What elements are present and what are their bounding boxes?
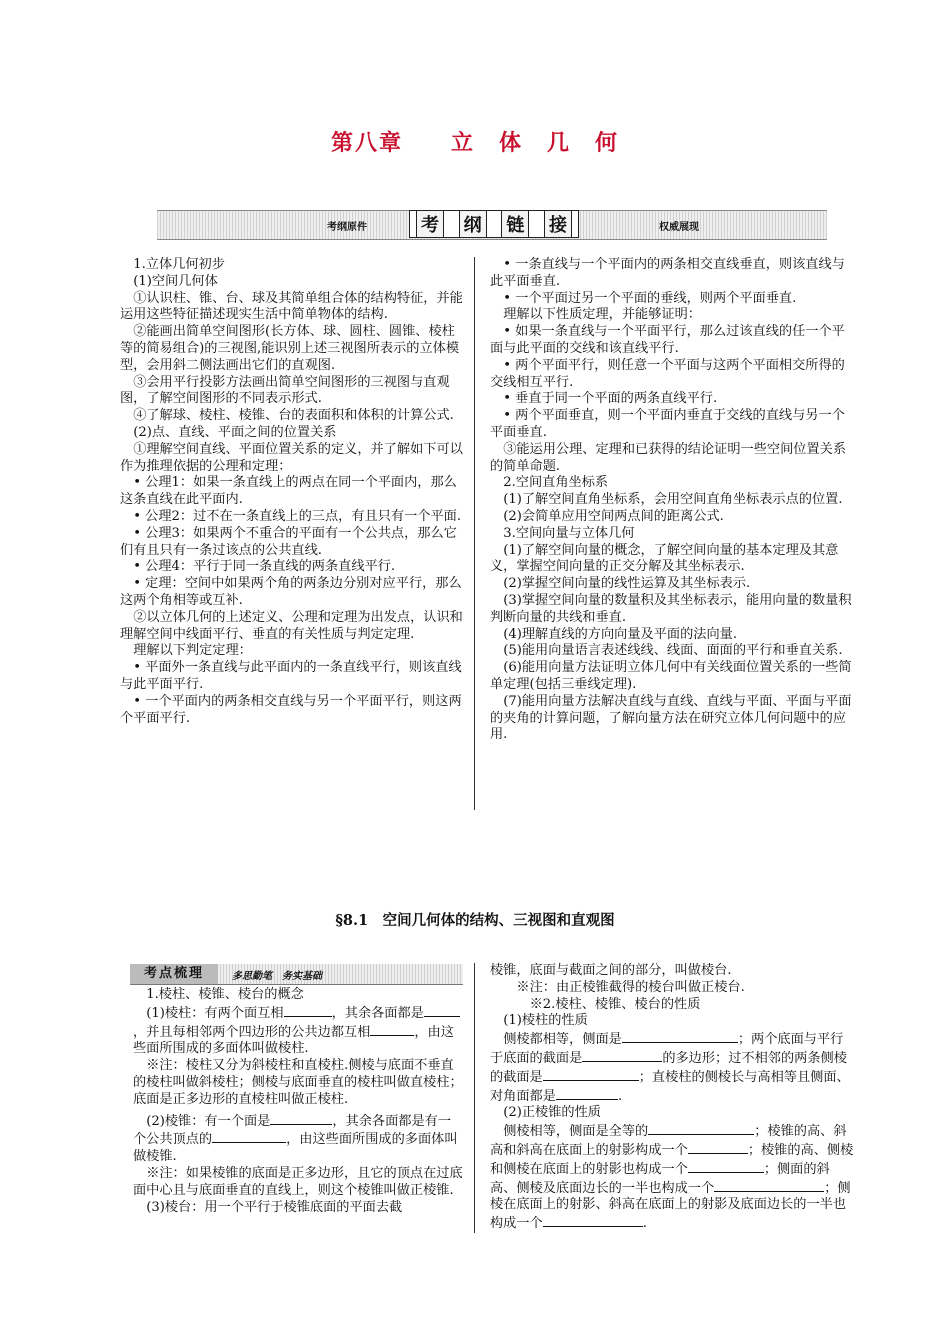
syllabus-line: • 一个平面内的两条相交直线与另一个平面平行，则这两个平面平行. <box>120 693 462 726</box>
fill-blank[interactable] <box>370 1023 414 1036</box>
prism-note: ※注：棱柱又分为斜棱柱和直棱柱.侧棱与底面不垂直的棱柱叫做斜棱柱；侧棱与底面垂直的棱柱叫做直棱柱；底面是正多边形的直棱柱叫做正棱柱. <box>133 1058 463 1107</box>
syllabus-line: (1)了解空间直角坐标系，会用空间直角坐标表示点的位置. <box>503 492 843 508</box>
heading-2: ※2.棱柱、棱锥、棱台的性质 <box>529 996 701 1012</box>
column-divider <box>474 257 475 810</box>
fill-blank[interactable] <box>543 1068 639 1081</box>
banner-char: 链 <box>501 210 529 238</box>
syllabus-line: (2)掌握空间向量的线性运算及其坐标表示. <box>503 576 751 592</box>
banner-right-label: 权威展现 <box>659 222 699 233</box>
kaodian-label: 考点梳理 <box>130 964 218 984</box>
fill-blank[interactable] <box>543 1214 643 1227</box>
syllabus-line: (3)掌握空间向量的数量积及其坐标表示，能用向量的数量积判断向量的共线和垂直. <box>490 592 852 625</box>
fill-blank[interactable] <box>556 1087 618 1100</box>
fill-blank[interactable] <box>688 1141 748 1154</box>
banner-center <box>409 210 579 238</box>
syllabus-banner <box>157 210 827 240</box>
banner-char: 纲 <box>459 210 487 238</box>
syllabus-line: 理解以下判定定理： <box>133 643 252 659</box>
syllabus-line: (1)空间几何体 <box>133 273 218 289</box>
prism-definition: (1)棱柱：有两个面互相 ，其余各面都是，并且每相邻两个四边形的公共边都互相 ，由这些面所围成的多面体叫做棱柱. <box>133 1004 463 1058</box>
syllabus-line: • 平面外一条直线与此平面内的一条直线平行，则该直线与此平面平行. <box>120 660 462 692</box>
section-title: §8.1 空间几何体的结构、三视图和直观图 <box>335 912 615 929</box>
syllabus-line: 2.空间直角坐标系 <box>503 475 609 491</box>
syllabus-line: • 定理：空间中如果两个角的两条边分别对应平行，那么这两个角相等或互补. <box>120 576 462 608</box>
frustum-definition-cont: 棱锥，底面与截面之间的部分，叫做棱台. <box>490 963 732 978</box>
syllabus-line: 理解以下性质定理，并能够证明： <box>503 307 701 323</box>
syllabus-line: (4)理解直线的方向向量及平面的法向量. <box>503 626 738 642</box>
fill-blank[interactable] <box>270 1112 332 1125</box>
frustum-definition: (3)棱台：用一个平行于棱锥底面的平面去截 <box>146 1199 403 1215</box>
syllabus-line: ①理解空间直线、平面位置关系的定义，并了解如下可以作为推理依据的公理和定理： <box>120 441 463 474</box>
syllabus-line: ②能画出简单空间图形(长方体、球、圆柱、圆锥、棱柱等的简易组合)的三视图,能识别上述三视图所表示的立体模型，会用斜二侧法画出它们的直观图. <box>120 324 460 373</box>
prism-properties: 侧棱都相等，侧面是 ；两个底面与平行于底面的截面是 的多边形；过不相邻的两条侧棱的截面是 ；直棱柱的侧棱长与高相等且侧面、对角面都是 . <box>490 1032 850 1104</box>
syllabus-line: • 公理2：过不在一条直线上的三点，有且只有一个平面. <box>133 508 462 524</box>
kaodian-subtitle: 多思勤笔 务实基础 <box>232 971 322 982</box>
pyramid-note: ※注：如果棱锥的底面是正多边形，且它的顶点在过底面中心且与底面垂直的直线上，则这个棱锥叫做正棱锥. <box>133 1165 463 1198</box>
syllabus-line: ③会用平行投影方法画出简单空间图形的三视图与直观图，了解空间图形的不同表示形式. <box>120 374 450 407</box>
syllabus-line: • 公理4：平行于同一条直线的两条直线平行. <box>133 559 396 575</box>
syllabus-line: • 垂直于同一个平面的两条直线平行. <box>503 391 718 407</box>
syllabus-line: • 公理3：如果两个不重合的平面有一个公共点，那么它们有且只有一条过该点的公共直线. <box>120 525 457 558</box>
syllabus-line: • 一条直线与一个平面内的两条相交直线垂直，则该直线与此平面垂直. <box>490 257 845 289</box>
pyramid-properties-heading: (2)正棱锥的性质 <box>503 1105 601 1121</box>
kaodian-bar <box>130 964 463 985</box>
fill-blank[interactable] <box>582 1049 662 1062</box>
syllabus-line: (1)了解空间向量的概念，了解空间向量的基本定理及其意义，掌握空间向量的正交分解及其坐标表示. <box>490 542 839 575</box>
chapter-title: 第八章 立 体 几 何 <box>330 130 619 156</box>
fill-blank[interactable] <box>622 1030 738 1043</box>
syllabus-line: • 如果一条直线与一个平面平行，那么过该直线的任一个平面与此平面的交线和该直线平行. <box>490 324 845 356</box>
fill-blank[interactable] <box>212 1130 286 1143</box>
syllabus-line: ②以立体几何的上述定义、公理和定理为出发点，认识和理解空间中线面平行、垂直的有关性质与判定定理. <box>120 609 463 642</box>
syllabus-line: ①认识柱、锥、台、球及其简单组合体的结构特征，并能运用这些特征描述现实生活中简单物体的结构. <box>120 290 463 323</box>
syllabus-line: ③能运用公理、定理和已获得的结论证明一些空间位置关系的简单命题. <box>490 441 847 474</box>
syllabus-line: 3.空间向量与立体几何 <box>503 525 635 541</box>
syllabus-line: ④了解球、棱柱、棱锥、台的表面积和体积的计算公式. <box>133 408 454 424</box>
syllabus-line: • 一个平面过另一个平面的垂线，则两个平面垂直. <box>503 290 797 306</box>
banner-char: 接 <box>544 210 572 238</box>
concept-column-left <box>133 987 463 1216</box>
pyramid-properties: 侧棱相等，侧面是全等的 ；棱锥的高、斜高和斜高在底面上的射影构成一个 ；棱锥的高、侧棱和侧棱在底面上的射影也构成一个 ；侧面的斜高、侧棱及底面边长的一半也构成一个 ；侧棱在底面上的射影、斜高在底面上的射影及底面边长的一半也构成一个 . <box>490 1124 854 1232</box>
fill-blank[interactable] <box>284 1004 332 1017</box>
column-divider <box>474 963 475 1233</box>
syllabus-column-left <box>120 257 463 727</box>
heading-1: 1.棱柱、棱锥、棱台的概念 <box>146 987 304 1002</box>
prism-properties-heading: (1)棱柱的性质 <box>503 1013 588 1029</box>
fill-blank[interactable] <box>424 1004 460 1017</box>
fill-blank[interactable] <box>714 1179 824 1192</box>
syllabus-line: (7)能用向量方法解决直线与直线、直线与平面、平面与平面的夹角的计算问题，了解向量方法在研究立体几何问题中的应用. <box>490 693 852 743</box>
concept-column-right <box>490 963 854 1233</box>
fill-blank[interactable] <box>688 1160 764 1173</box>
syllabus-line: (6)能用向量方法证明立体几何中有关线面位置关系的一些简单定理(包括三垂线定理). <box>490 660 852 692</box>
syllabus-line: (2)点、直线、平面之间的位置关系 <box>133 424 337 440</box>
syllabus-line: • 公理1：如果一条直线上的两点在同一个平面内，那么这条直线在此平面内. <box>120 475 457 508</box>
banner-char: 考 <box>416 210 444 238</box>
syllabus-line: • 两个平面垂直，则一个平面内垂直于交线的直线与另一个平面垂直. <box>490 408 845 440</box>
syllabus-line: 1.立体几何初步 <box>133 257 225 272</box>
frustum-note: ※注：由正棱锥截得的棱台叫做正棱台. <box>516 979 745 995</box>
fill-blank[interactable] <box>648 1122 754 1135</box>
syllabus-column-right <box>490 257 852 744</box>
syllabus-line: (5)能用向量语言表述线线、线面、面面的平行和垂直关系. <box>503 643 843 659</box>
syllabus-line: • 两个平面平行，则任意一个平面与这两个平面相交所得的交线相互平行. <box>490 357 845 390</box>
syllabus-line: (2)会简单应用空间两点间的距离公式. <box>503 508 724 524</box>
banner-left-label: 考纲原件 <box>327 222 367 233</box>
pyramid-definition: (2)棱锥：有一个面是 ，其余各面都是有一个公共顶点的 ，由这些面所围成的多面体叫做棱锥. <box>133 1113 458 1165</box>
